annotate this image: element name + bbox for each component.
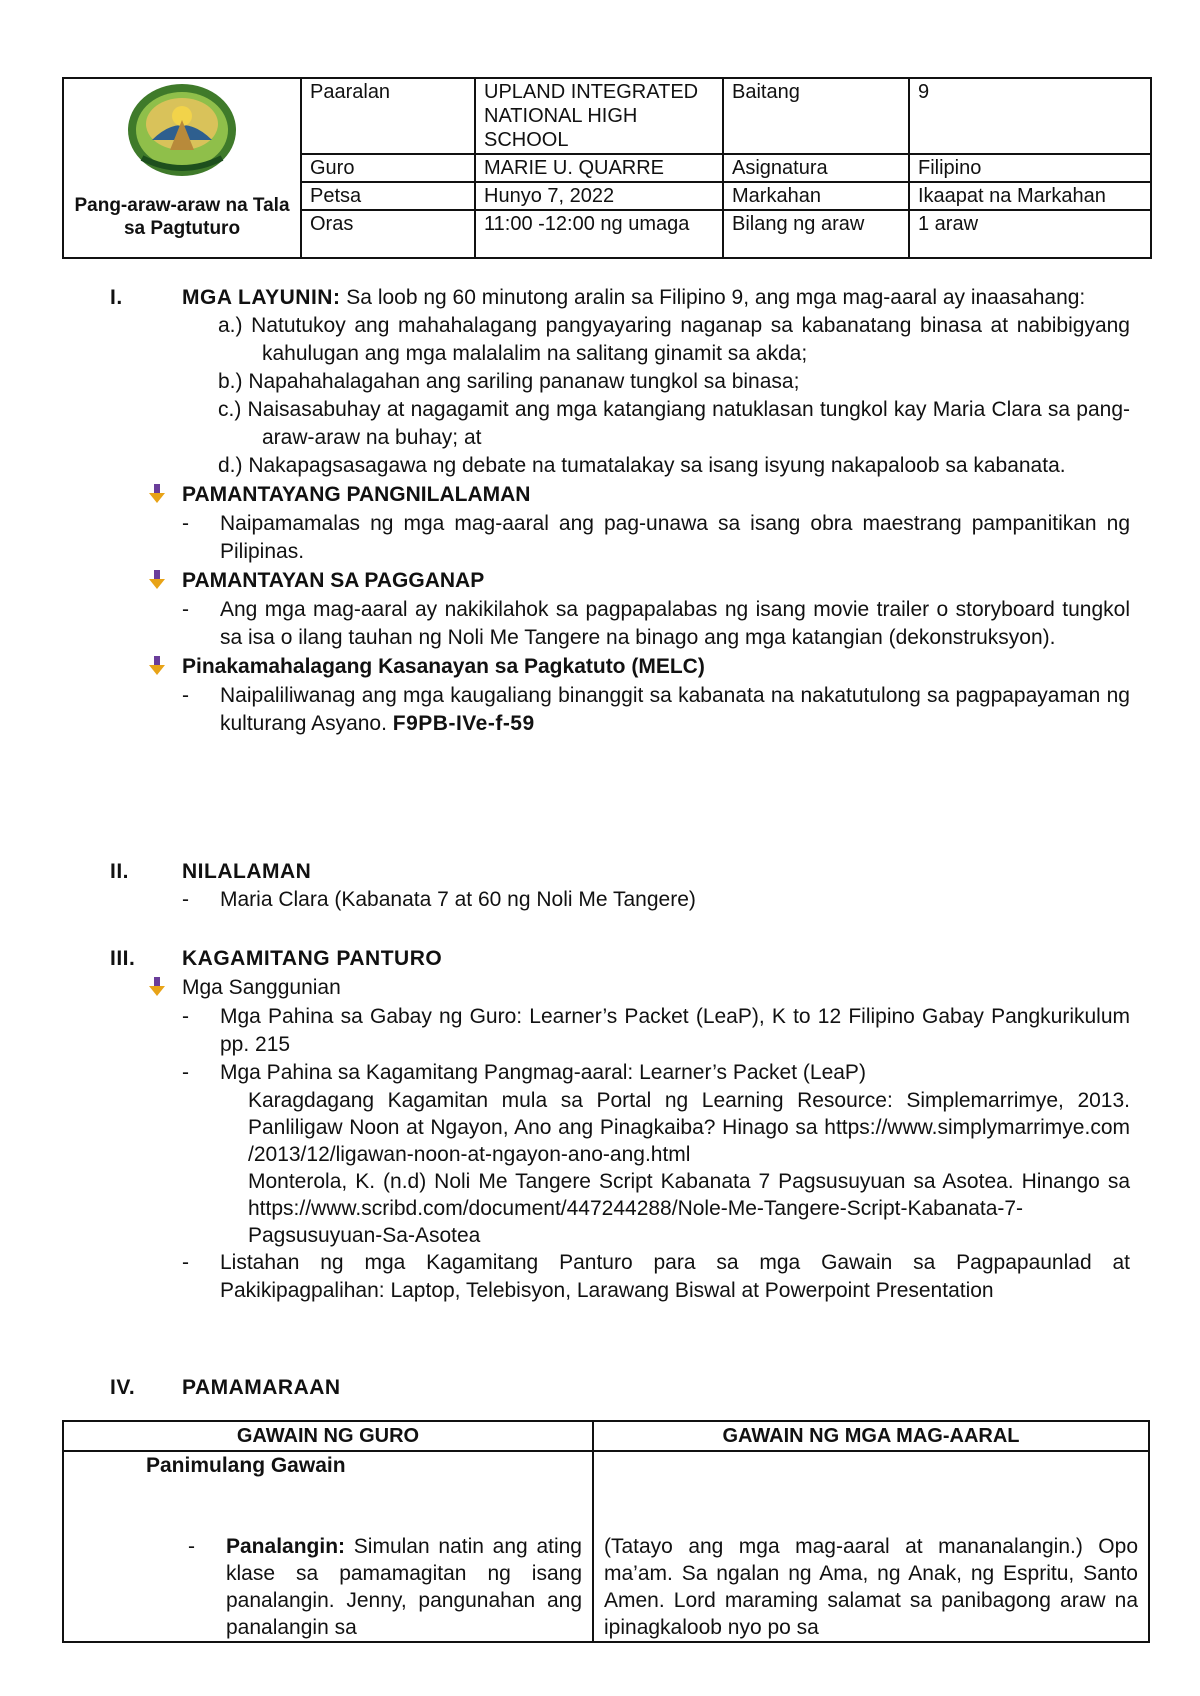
panalangin-text: Simulan natin ang ating klase sa pamamagitan ng isang panalangin. Jenny, pangunahan ang panalangin sa [226,1535,582,1639]
section-numeral: III. [110,947,136,970]
materials-item: - Mga Pahina sa Kagamitang Pangmag-aaral: Learner’s Packet (LeaP) [182,1061,866,1084]
objective-item: c.) Naisasabuhay at nagagamit ang mga katangiang natuklasan tungkol kay Maria Clara sa pang-araw-araw na buhay; at [218,398,1130,449]
section-numeral: I. [110,286,123,309]
arrow-bullet-icon [148,484,166,504]
sanggunian-heading [182,973,1130,1003]
melc-code: F9PB-IVe-f-59 [392,712,535,735]
column-header-students: GAWAIN NG MGA MAG-AARAL [593,1421,1149,1451]
materials-item: - Listahan ng mga Kagamitang Panturo para sa mga Gawain sa Pagpapaunlad at Pakikipagpalihan: Laptop, Telebisyon, Larawang Biswal at Powerpoint Presentation [182,1251,1130,1302]
header-value: MARIE U. QUARRE [475,154,723,182]
section-title: MGA LAYUNIN: [182,286,341,309]
header-value: Filipino [909,154,1151,182]
pamantayang-heading [182,480,1130,510]
heading-text: Pinakamahalagang Kasanayan sa Pagkatuto (MELC) [182,655,705,678]
pagganap-heading [182,566,1130,596]
materials-item: - Mga Pahina sa Gabay ng Guro: Learner’s Packet (LeaP), K to 12 Filipino Gabay Pangkurikulum pp. 215 [182,1005,1130,1056]
melc-heading [182,652,1130,682]
objectives-intro [182,284,1130,312]
heading-text: Mga Sanggunian [182,976,341,999]
objective-item: d.) Nakapagsasagawa ng debate na tumatalakay sa isang isyung nakapaloob sa kabanata. [218,454,1066,477]
section-title: PAMAMARAAN [182,1376,341,1399]
section-materials [110,945,1130,1305]
heading-text: PAMANTAYANG PANGNILALAMAN [182,483,531,506]
section-numeral: II. [110,860,130,883]
pamantayang-item: - Naipamamalas ng mga mag-aaral ang pag-unawa sa isang obra maestrang pampanitikan ng Pilipinas. [182,512,1130,563]
header-value: Ikaapat na Markahan [909,182,1151,210]
item-text: Naipamamalas ng mga mag-aaral ang pag-unawa sa isang obra maestrang pampanitikan ng Pilipinas. [220,512,1130,563]
item-text: Mga Pahina sa Gabay ng Guro: Learner’s Packet (LeaP), K to 12 Filipino Gabay Pangkurikulum pp. 215 [220,1005,1130,1056]
header-value: UPLAND INTEGRATED NATIONAL HIGH SCHOOL [475,78,723,154]
item-text: Naipaliliwanag ang mga kaugaliang binanggit sa kabanata na nakatutulong sa pagpapayaman ng kulturang Asyano. [220,684,1130,735]
pagganap-item: - Ang mga mag-aaral ay nakikilahok sa pagpapalabas ng isang movie trailer o storyboard tungkol sa isa o ilang tauhan ng Noli Me Tangere na binago ang mga katangian (dekonstruksyon). [182,598,1130,649]
header-label: Paaralan [301,78,475,154]
reference-entry: Karagdagang Kagamitan mula sa Portal ng Learning Resource: Simplemarrimye, 2013. Panliligaw Noon at Ngayon, Ano ang Pinagkaiba? Hinago sa https://www.simplymarrimye.com /2013/12/ligawan-noon-at-ngayon-ano-ang.html [248,1089,1130,1166]
header-label: Bilang ng araw [723,210,909,258]
header-table [62,77,1152,259]
arrow-bullet-icon [148,977,166,997]
teacher-cell [63,1451,593,1642]
header-label: Baitang [723,78,909,154]
header-label: Oras [301,210,475,258]
section-objectives [110,284,1130,738]
section-numeral: IV. [110,1376,136,1399]
objective-item: b.) Napahahalagahan ang sariling pananaw tungkol sa binasa; [218,370,800,393]
item-text: Ang mga mag-aaral ay nakikilahok sa pagpapalabas ng isang movie trailer o storyboard tungkol sa isa o ilang tauhan ng Noli Me Tangere na binago ang mga katangian (dekonstruksyon). [220,598,1130,649]
arrow-bullet-icon [148,570,166,590]
item-text: Listahan ng mga Kagamitang Panturo para sa mga Gawain sa Pagpapaunlad at Pakikipagpalihan: Laptop, Telebisyon, Larawang Biswal at Powerpoint Presentation [220,1251,1130,1302]
intro-text: Sa loob ng 60 minutong aralin sa Filipino 9, ang mga mag-aaral ay inaasahang: [346,286,1086,309]
arrow-bullet-icon [148,656,166,676]
students-cell [593,1451,1149,1642]
header-label: Asignatura [723,154,909,182]
header-value: Hunyo 7, 2022 [475,182,723,210]
header-label: Markahan [723,182,909,210]
content-item: - Maria Clara (Kabanata 7 at 60 ng Noli Me Tangere) [182,888,696,911]
melc-item: - Naipaliliwanag ang mga kaugaliang binanggit sa kabanata na nakatutulong sa pagpapayaman ng kulturang Asyano. F9PB-IVe-f-59 [182,684,1130,735]
heading-text: PAMANTAYAN SA PAGGANAP [182,569,485,592]
section-title: NILALAMAN [182,860,312,883]
panimula-heading: Panimulang Gawain [146,1454,346,1477]
students-response: (Tatayo ang mga mag-aaral at mananalangin.) Opo ma’am. Sa ngalan ng Ama, ng Anak, ng Espritu, Santo Amen. Lord maraming salamat sa panibagong araw na ipinagkaloob nyo po sa [604,1535,1138,1639]
column-header-teacher: GAWAIN NG GURO [63,1421,593,1451]
objective-item: a.) Natutukoy ang mahahalagang pangyayaring naganap sa kabanatang binasa at nabibigyang kahulugan ang mga malalalim na salitang ginamit sa akda; [218,314,1130,365]
procedure-table [62,1420,1150,1643]
item-text: Mga Pahina sa Kagamitang Pangmag-aaral: Learner’s Packet (LeaP) [220,1061,866,1084]
section-title: KAGAMITANG PANTURO [182,947,443,970]
section-content [110,858,1130,914]
header-label: Petsa [301,182,475,210]
header-value: 11:00 -12:00 ng umaga [475,210,723,258]
reference-entry: Monterola, K. (n.d) Noli Me Tangere Script Kabanata 7 Pagsusuyuan sa Asotea. Hinango sa https://www.scribd.com/document/447244288/Nole-Me-Tangere-Script-Kabanata-7-Pagsusuyuan-Sa-Asotea [248,1170,1130,1247]
item-text: Maria Clara (Kabanata 7 at 60 ng Noli Me Tangere) [220,888,696,911]
logo-caption: Pang-araw-araw na Tala sa Pagtuturo [74,195,290,239]
header-value: 1 araw [909,210,1151,258]
panalangin-label: Panalangin: [226,1535,346,1558]
school-seal-logo [122,80,242,184]
panalangin-item: - Panalangin: Simulan natin ang ating klase sa pamamagitan ng isang panalangin. Jenny, pangunahan ang panalangin sa [188,1535,582,1639]
header-label: Guro [301,154,475,182]
logo-cell [63,78,301,258]
header-value: 9 [909,78,1151,154]
section-procedure [110,1374,1130,1402]
